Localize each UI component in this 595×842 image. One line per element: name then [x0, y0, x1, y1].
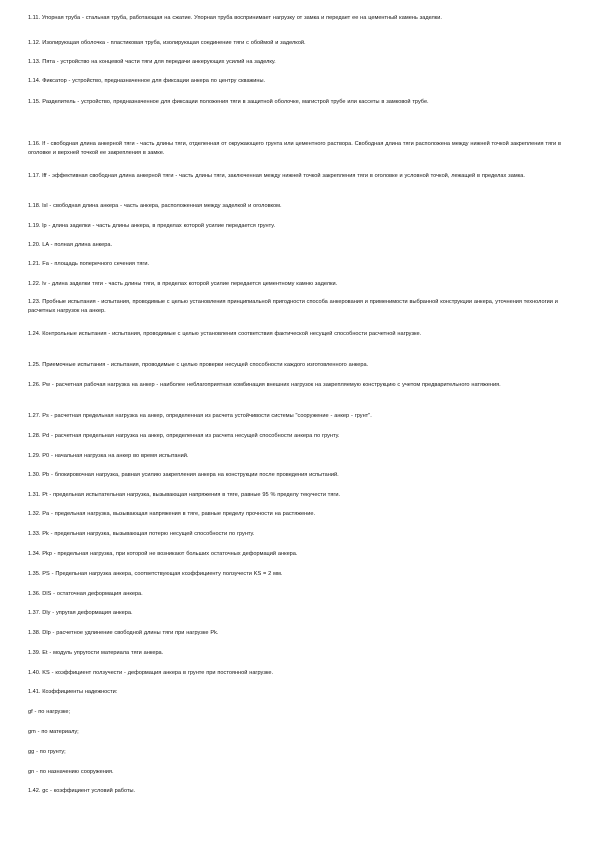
paragraph-1-38: 1.38. Dlp - расчетное удлинение свободной длины тяги при нагрузке Pk. [28, 630, 219, 636]
paragraph-1-11: 1.11. Упорная труба - стальная труба, работающая на сжатие. Упорная труба воспринимает нагрузку от замка и передает ее на цементный камень заделки. [28, 15, 442, 21]
paragraph-1-21: 1.21. Fa - площадь поперечного сечения тяги. [28, 261, 150, 267]
reliability-coef-gf: gf - по нагрузке; [28, 709, 71, 715]
paragraph-1-25: 1.25. Приемочные испытания - испытания, проводимые с целью проверки несущей способности каждого изготовленного анкера. [28, 362, 369, 368]
paragraph-1-18: 1.18. lsl - свободная длина анкера - часть анкера, расположенная между заделкой и оголовком. [28, 203, 282, 209]
paragraph-1-29: 1.29. P0 - начальная нагрузка на анкер во время испытаний. [28, 453, 189, 459]
paragraph-1-37: 1.37. Dly - упругая деформация анкера. [28, 610, 133, 616]
paragraph-1-17: 1.17. lff - эффективная свободная длина анкерной тяги - часть длины тяги, заключенная между нижней точкой закрепления тяги в оголовке и условной точкой, лежащей в пределах замка. [28, 173, 525, 179]
paragraph-1-33: 1.33. Pk - предельная нагрузка, вызывающая потерю несущей способности по грунту. [28, 531, 255, 537]
paragraph-1-30: 1.30. Pb - блокировочная нагрузка, равная усилию закрепления анкера на конструкции после проведения испытаний. [28, 472, 339, 478]
paragraph-1-27: 1.27. Ps - расчетная предельная нагрузка на анкер, определенная из расчета устойчивости системы "сооружение - анкер - грунт". [28, 413, 372, 419]
paragraph-1-15: 1.15. Разделитель - устройство, предназначенное для фиксации положения тяги в защитной оболочке, магистрой трубе или кассеты в замковой трубе. [28, 99, 429, 105]
paragraph-1-35: 1.35. PS - Предельная нагрузка анкера, соответствующая коэффициенту ползучести KS = 2 мм. [28, 571, 283, 577]
paragraph-1-28: 1.28. Pd - расчетная предельная нагрузка на анкер, определенная из расчета несущей способности анкера по грунту. [28, 433, 340, 439]
paragraph-1-42: 1.42. gc - коэффициент условий работы. [28, 788, 136, 794]
paragraph-1-40: 1.40. KS - коэффициент ползучести - деформация анкера в грунте при постоянной нагрузке. [28, 670, 274, 676]
paragraph-1-16: 1.16. lf - свободная длина анкерной тяги - часть длины тяги, отделенная от окружающего грунта или цементного раствора. Свободная длина тяги расположена между нижней точкой закрепления тяги в оголовке и верхней точкой ее закрепления в замке. [28, 141, 561, 156]
paragraph-1-32: 1.32. Pa - предельная нагрузка, вызывающая напряжения в тяге, равные пределу прочности на растяжение. [28, 511, 316, 517]
paragraph-1-20: 1.20. LA - полная длина анкера. [28, 242, 113, 248]
reliability-coef-gg: gg - по грунту; [28, 749, 66, 755]
paragraph-1-19: 1.19. lp - длина заделки - часть длины анкера, в пределах которой усилие передается грунту. [28, 223, 276, 229]
paragraph-1-22: 1.22. lv - длина заделки тяги - часть длины тяги, в пределах которой усилие передается цементному камню заделки. [28, 281, 338, 287]
paragraph-1-24: 1.24. Контрольные испытания - испытания, проводимые с целью установления соответствия фактической несущей способности расчетной нагрузке. [28, 331, 422, 337]
paragraph-1-41: 1.41. Коэффициенты надежности: [28, 689, 118, 695]
reliability-coef-gn: gn - по назначению сооружения. [28, 769, 114, 775]
paragraph-1-26: 1.26. Pw - расчетная рабочая нагрузка на анкер - наиболее неблагоприятная комбинация внешних нагрузок на закрепляемую конструкцию с учетом предварительного натяжения. [28, 382, 501, 388]
paragraph-1-39: 1.39. Et - модуль упругости материала тяги анкера. [28, 650, 164, 656]
paragraph-1-14: 1.14. Фиксатор - устройство, предназначенное для фиксации анкера по центру скважины. [28, 78, 266, 84]
paragraph-1-13: 1.13. Пята - устройство на концевой части тяги для передачи анкерующих усилий на заделку. [28, 59, 276, 65]
paragraph-1-34: 1.34. Pkp - предельная нагрузка, при которой не возникают больших остаточных деформаций анкера. [28, 551, 298, 557]
reliability-coef-gm: gm - по материалу; [28, 729, 79, 735]
paragraph-1-31: 1.31. Pt - предельная испытательная нагрузка, вызывающая напряжения в тяге, равные 95 % пределу текучести тяги. [28, 492, 341, 498]
paragraph-1-12: 1.12. Изолирующая оболочка - пластиковая труба, изолирующая соединение тяги с обоймой и заделкой. [28, 40, 306, 46]
paragraph-1-23: 1.23. Пробные испытания - испытания, проводимые с целью установления принципиальной пригодности способа анкерования и применимости выбранной конструкции анкера, уточнения технологии и расчетных нагрузок на анкер. [28, 299, 558, 314]
paragraph-1-36: 1.36. DlS - остаточная деформация анкера. [28, 591, 143, 597]
